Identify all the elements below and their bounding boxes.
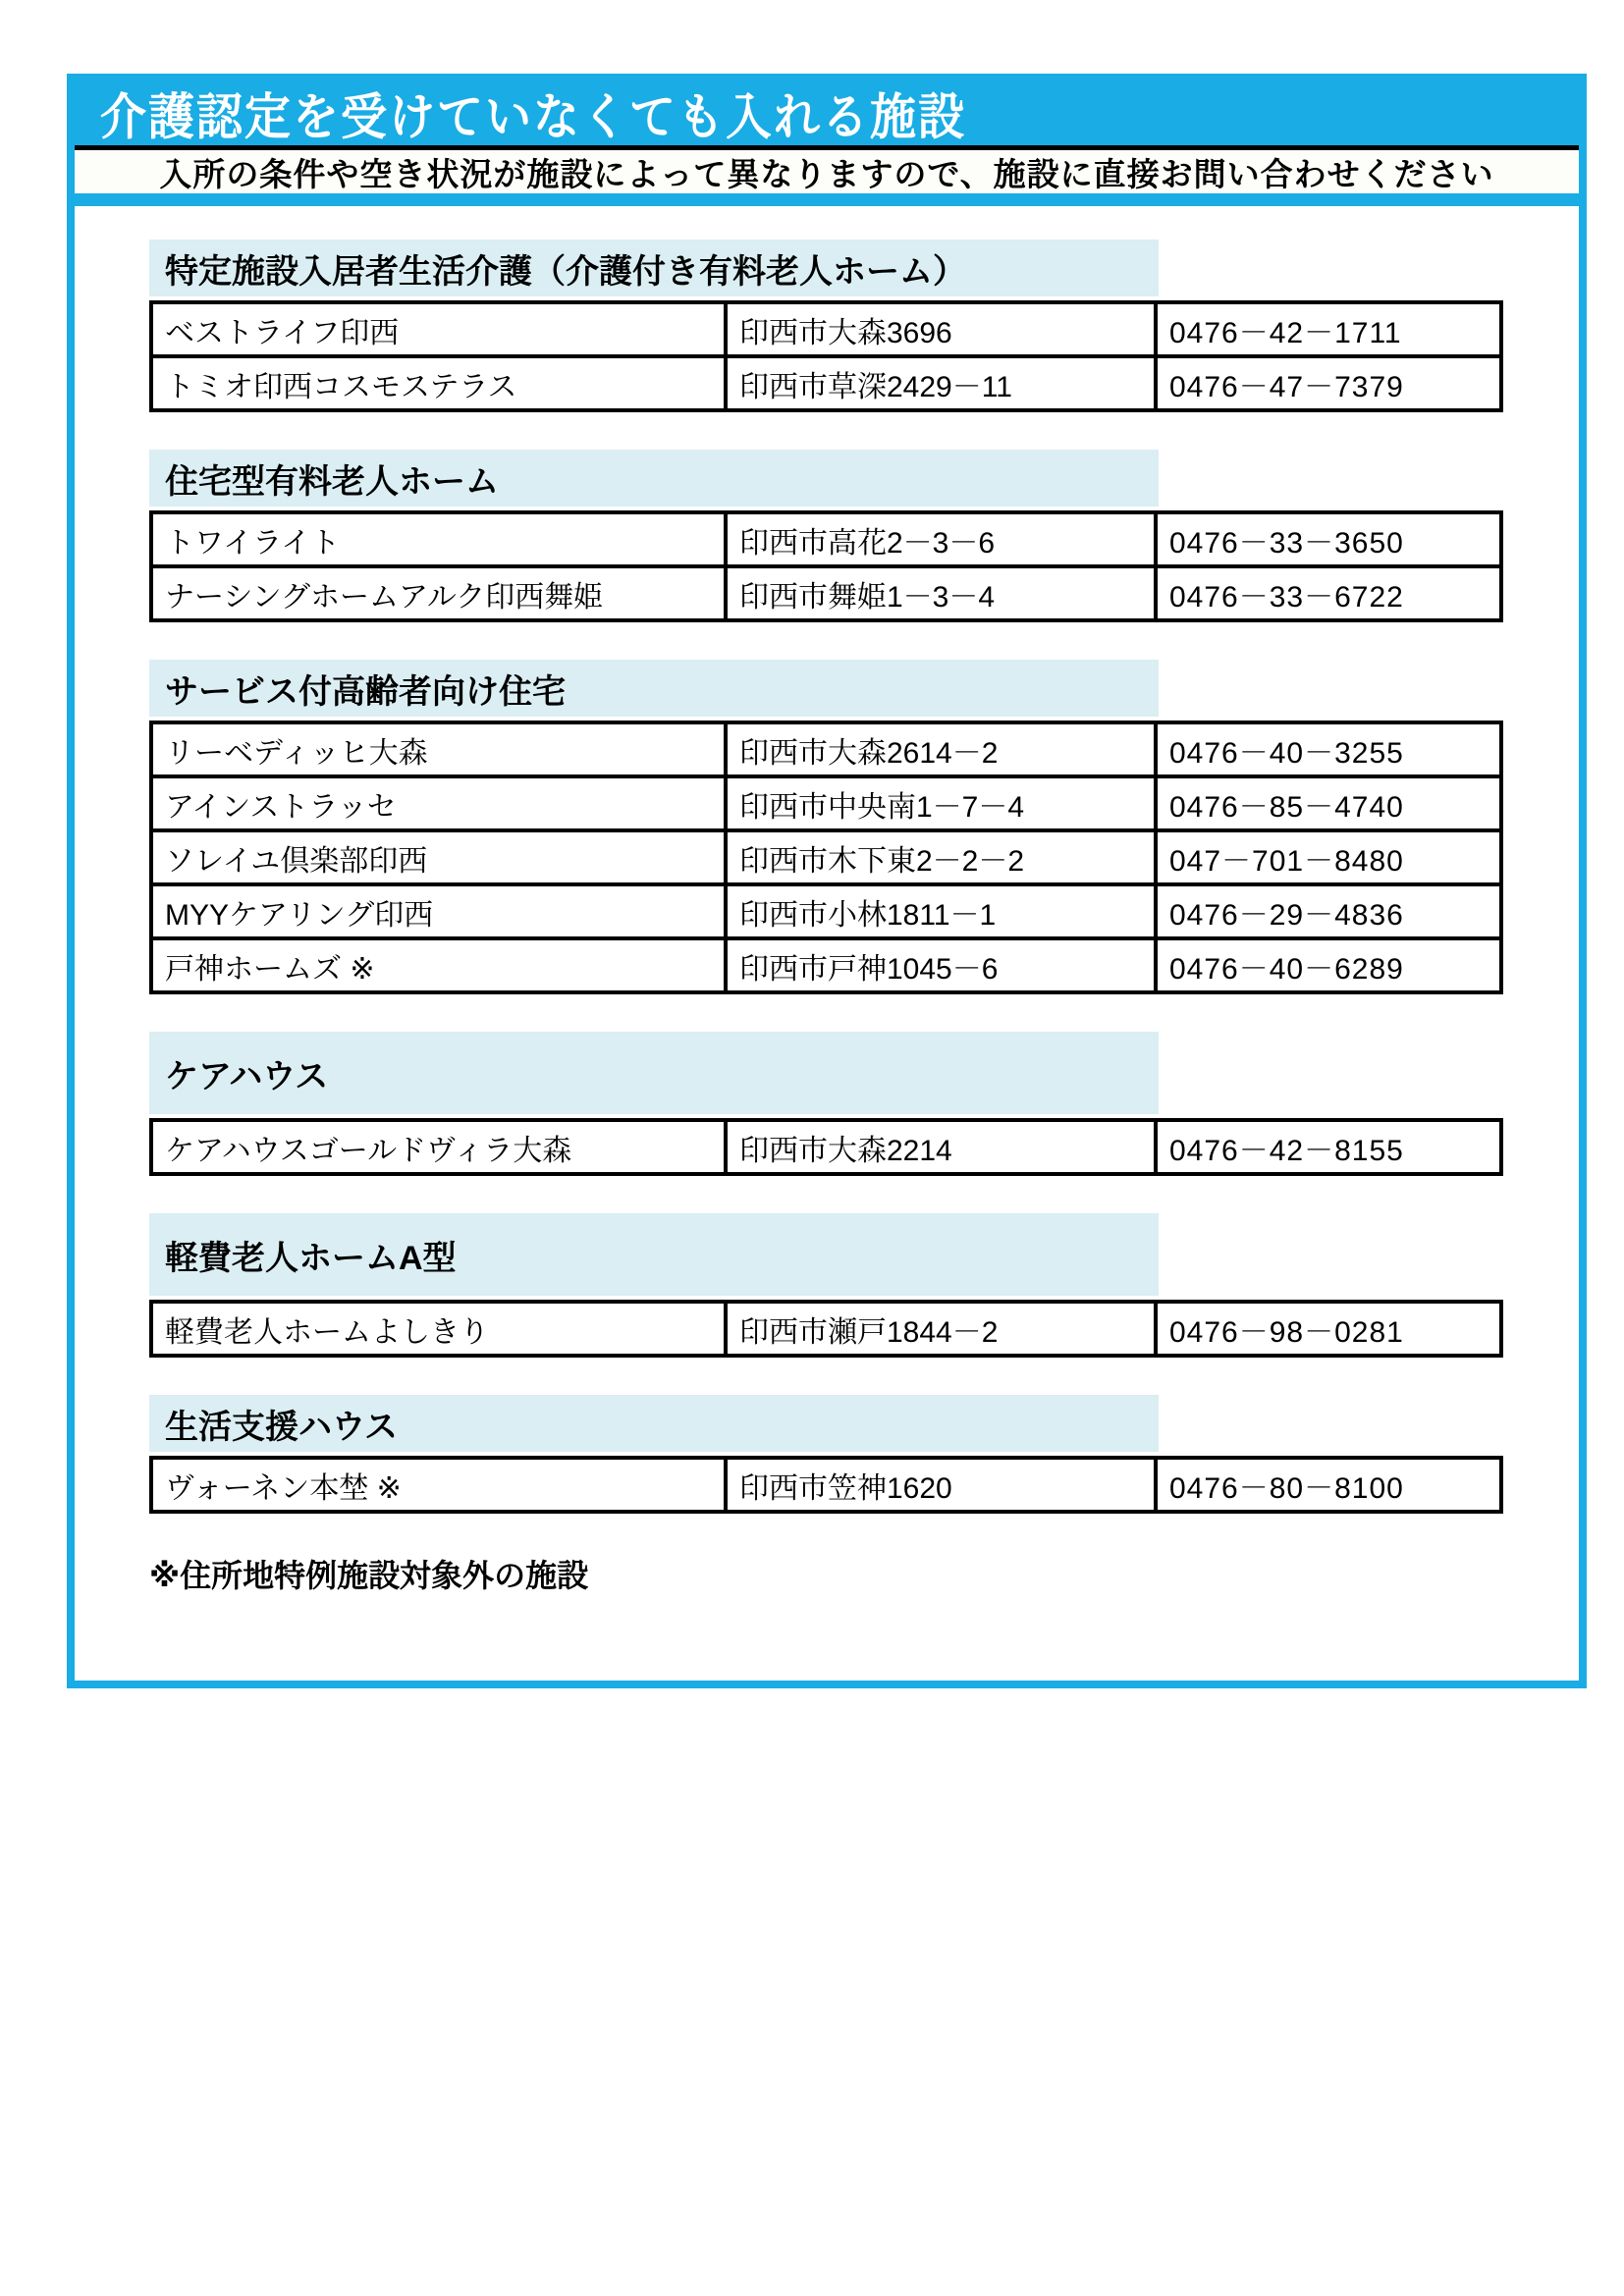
address-cell: 印西市大森2214 [726,1120,1156,1174]
phone-cell: 0476－33－6722 [1156,566,1501,620]
facility-name-cell: アインストラッセ [151,776,726,830]
phone-cell: 0476－42－8155 [1156,1120,1501,1174]
facility-name-cell: トワイライト [151,512,726,566]
facilities-table [149,1300,1503,1358]
phone-cell: 0476－42－1711 [1156,302,1501,356]
facilities-table [149,300,1503,412]
table-row [151,1458,1501,1512]
table-row [151,356,1501,410]
table-row [151,512,1501,566]
facility-section [149,240,1579,412]
facilities-table [149,721,1503,994]
table-row [151,776,1501,830]
facility-name-cell: ヴォーネン本埜 ※ [151,1458,726,1512]
subtitle-text: 入所の条件や空き状況が施設によって異なりますので、施設に直接お問い合わせください [159,155,1494,192]
page-title: 介護認定を受けていなくても入れる施設 [100,88,966,145]
phone-cell: 0476－33－3650 [1156,512,1501,566]
section-heading: 軽費老人ホームA型 [149,1213,1159,1296]
facility-name-cell: 戸神ホームズ ※ [151,938,726,992]
facility-section [149,1213,1579,1358]
content-area [75,206,1579,1596]
table-row [151,566,1501,620]
address-cell: 印西市瀬戸1844－2 [726,1302,1156,1356]
facility-section [149,1395,1579,1514]
address-cell: 印西市小林1811－1 [726,884,1156,938]
facility-name-cell: トミオ印西コスモステラス [151,356,726,410]
facility-name-cell: ナーシングホームアルク印西舞姫 [151,566,726,620]
address-cell: 印西市戸神1045－6 [726,938,1156,992]
phone-cell: 0476－80－8100 [1156,1458,1501,1512]
facility-section [149,1032,1579,1176]
address-cell: 印西市木下東2－2－2 [726,830,1156,884]
facility-name-cell: MYYケアリング印西 [151,884,726,938]
footnote: ※住所地特例施設対象外の施設 [149,1558,589,1593]
table-row [151,1120,1501,1174]
sections-container [149,240,1579,1514]
facilities-table [149,1118,1503,1176]
address-cell: 印西市舞姫1－3－4 [726,566,1156,620]
phone-cell: 0476－40－6289 [1156,938,1501,992]
phone-cell: 0476－47－7379 [1156,356,1501,410]
subtitle-bar [75,150,1579,206]
document-frame [67,74,1587,1688]
facility-section [149,660,1579,994]
address-cell: 印西市高花2－3－6 [726,512,1156,566]
table-row [151,302,1501,356]
phone-cell: 047－701－8480 [1156,830,1501,884]
section-heading: 住宅型有料老人ホーム [149,450,1159,507]
facility-section [149,450,1579,622]
section-heading: サービス付高齢者向け住宅 [149,660,1159,717]
address-cell: 印西市笠神1620 [726,1458,1156,1512]
facility-name-cell: ケアハウスゴールドヴィラ大森 [151,1120,726,1174]
facilities-table [149,1456,1503,1514]
facility-name-cell: リーベディッヒ大森 [151,722,726,776]
facility-name-cell: ソレイユ倶楽部印西 [151,830,726,884]
phone-cell: 0476－98－0281 [1156,1302,1501,1356]
phone-cell: 0476－29－4836 [1156,884,1501,938]
phone-cell: 0476－40－3255 [1156,722,1501,776]
facilities-table [149,510,1503,622]
title-band [75,81,1579,150]
section-heading: 生活支援ハウス [149,1395,1159,1452]
facility-name-cell: ベストライフ印西 [151,302,726,356]
table-row [151,938,1501,992]
address-cell: 印西市大森2614－2 [726,722,1156,776]
address-cell: 印西市中央南1－7－4 [726,776,1156,830]
section-heading: 特定施設入居者生活介護（介護付き有料老人ホーム） [149,240,1159,296]
table-row [151,884,1501,938]
address-cell: 印西市草深2429－11 [726,356,1156,410]
address-cell: 印西市大森3696 [726,302,1156,356]
phone-cell: 0476－85－4740 [1156,776,1501,830]
facility-name-cell: 軽費老人ホームよしきり [151,1302,726,1356]
table-row [151,830,1501,884]
table-row [151,722,1501,776]
section-heading: ケアハウス [149,1032,1159,1114]
table-row [151,1302,1501,1356]
